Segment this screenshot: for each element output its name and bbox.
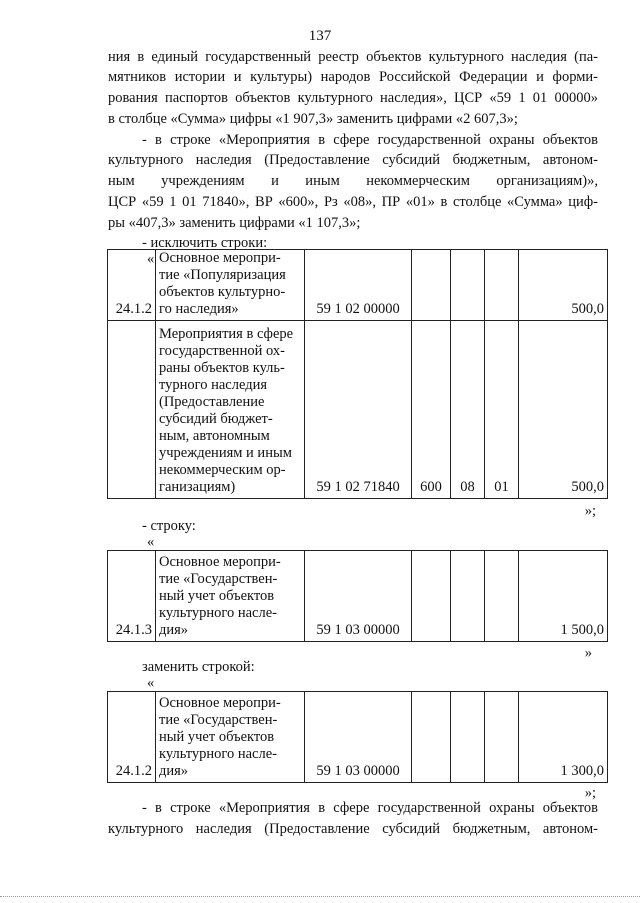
row-sum: 1 300,0 [519,692,608,783]
row-code: 24.1.2 [108,692,156,783]
table-replaced-row [107,550,608,642]
text-line: ЦСР «59 1 01 71840», ВР «600», Рз «08», ПР «01» в столбце «Сумма» циф- [108,194,598,210]
row-pr [485,551,519,642]
row-vr: 600 [412,321,451,499]
close-quote: »; [584,503,596,519]
text-line: культурного наследия (Предоставление субсидий бюджетным, автоном- [108,152,598,168]
row-rz [451,692,485,783]
row-vr [412,551,451,642]
row-rz: 08 [451,321,485,499]
text-line: ры «407,3» заменить цифрами «1 107,3»; [108,215,361,231]
row-name: Основное меропри- тие «Государствен- ный учет объектов культурного насле- дия» [156,692,305,783]
text-line: культурного наследия (Предоставление субсидий бюджетным, автоном- [108,821,598,837]
text-line: - в строке «Мероприятия в сфере государственной охраны объектов [142,132,598,148]
text-line: рования паспортов объектов культурного наследия», ЦСР «59 1 01 00000» [108,90,598,106]
row-name: Мероприятия в сфере государственной ох- раны объектов куль- турного наследия (Предоставление субсидий бюджет- ным, автономным учреждениям и иным некоммерческим ор- ганизациям) [156,321,305,499]
row-pr [485,250,519,321]
row-pr [485,692,519,783]
replace-label: заменить строкой: [142,659,255,675]
row-csr: 59 1 03 00000 [305,551,412,642]
row-name: Основное меропри- тие «Популяризация объектов культурно- го наследия» [156,250,305,321]
page-number: 137 [308,28,332,44]
table-row [108,692,608,783]
table-row [108,250,608,321]
exclude-label: - исключить строки: [142,235,268,251]
row-sum: 500,0 [519,250,608,321]
row-sum: 500,0 [519,321,608,499]
table-excluded-rows [107,249,608,499]
table-row [108,551,608,642]
row-rz [451,250,485,321]
text-line: ния в единый государственный реестр объектов культурного наследия (па- [108,49,598,65]
open-quote: « [147,675,155,691]
close-quote: » [584,645,592,661]
row-code: 24.1.3 [108,551,156,642]
row-csr: 59 1 02 00000 [305,250,412,321]
text-line: мятников истории и культуры) народов Российской Федерации и форми- [108,69,598,85]
row-name: Основное меропри- тие «Государствен- ный учет объектов культурного насле- дия» [156,551,305,642]
close-quote: »; [584,785,596,801]
table-new-row [107,691,608,783]
row-csr: 59 1 03 00000 [305,692,412,783]
page-edge-rule [0,896,640,897]
row-pr: 01 [485,321,519,499]
text-line: в столбце «Сумма» цифры «1 907,3» заменить цифрами «2 607,3»; [108,111,518,127]
row-vr [412,692,451,783]
row-csr: 59 1 02 71840 [305,321,412,499]
row-vr [412,250,451,321]
open-quote: « [147,534,155,550]
row-sum: 1 500,0 [519,551,608,642]
open-quote: « [147,251,155,267]
table-row [108,321,608,499]
text-line: ным учреждениям и иным некоммерческим организациям)», [108,173,598,189]
row-code: 24.1.2 [108,250,156,321]
row-code [108,321,156,499]
text-line: - в строке «Мероприятия в сфере государственной охраны объектов [142,800,598,816]
row-rz [451,551,485,642]
row-label: - строку: [142,518,196,534]
